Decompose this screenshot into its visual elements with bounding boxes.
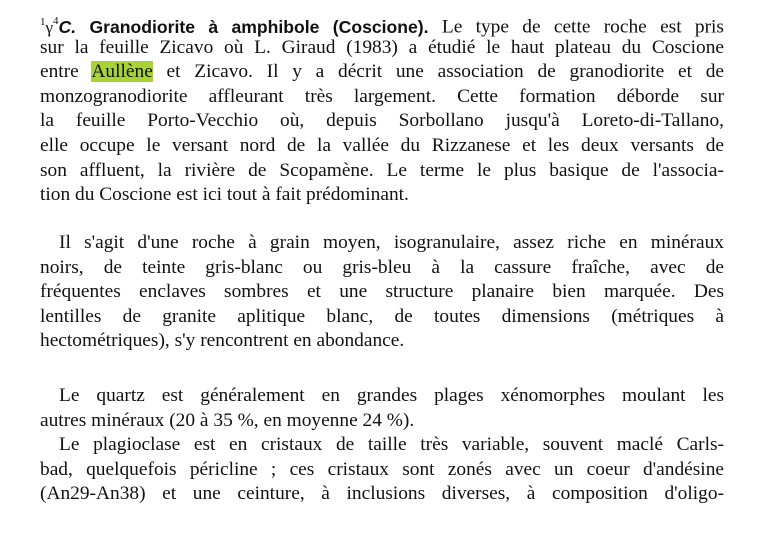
- symbol-gamma: γ: [45, 17, 54, 37]
- text-line: Il s'agit d'une roche à grain moyen, isogranulaire, assez riche en minéraux: [59, 232, 724, 253]
- text-line: hectométriques), s'y rencontrent en abondance.: [40, 330, 405, 352]
- text-line: tion du Coscione est ici tout à fait prédominant.: [40, 184, 409, 206]
- text-line: sur la feuille Zicavo où L. Giraud (1983) a étudié le haut plateau du Coscione: [40, 36, 724, 58]
- text-line: Le quartz est généralement en grandes plages xénomorphes moulant les: [59, 385, 724, 406]
- text-line: autres minéraux (20 à 35 %, en moyenne 24 %).: [40, 409, 415, 431]
- text-line: bad, quelquefois péricline ; ces cristaux sont zonés avec un coeur d'andésine: [40, 458, 724, 480]
- paragraph-appearance: [40, 231, 724, 354]
- text-line: elle occupe le versant nord de la vallée du Rizzanese et les deux versants de: [40, 134, 724, 156]
- text-line: son affluent, la rivière de Scopamène. Le terme le plus basique de l'associa-: [40, 159, 724, 181]
- text-line: (An29-An38) et une ceinture, à inclusions diverses, à composition d'oligo-: [40, 483, 724, 505]
- highlighted-word: Aullène: [91, 61, 153, 83]
- text-fragment: entre: [40, 61, 92, 83]
- rock-symbol: [40, 15, 59, 37]
- text-line: la feuille Porto-Vecchio où, depuis Sorbollano jusqu'à Loreto-di-Tallano,: [40, 110, 724, 132]
- text-line: lentilles de granite aplitique blanc, de toutes dimensions (métriques à: [40, 305, 724, 327]
- text-line: fréquentes enclaves sombres et une structure planaire bien marquée. Des: [40, 281, 724, 303]
- text-line: noirs, de teinte gris-blanc ou gris-bleu à la cassure fraîche, avec de: [40, 256, 724, 278]
- paragraph-description: [40, 11, 724, 208]
- symbol-prefix: 1: [40, 15, 46, 28]
- text-line: [40, 60, 724, 85]
- text-fragment: et Zicavo. Il y a décrit une association de granodiorite et de: [152, 61, 725, 83]
- section-code: C.: [58, 16, 77, 37]
- section-heading: [40, 17, 429, 37]
- section-title: Granodiorite à amphibole (Coscione).: [89, 16, 429, 37]
- text-line: monzogranodiorite affleurant très largement. Cette formation déborde sur: [40, 85, 724, 107]
- text-line: Le plagioclase est en cristaux de taille très variable, souvent maclé Carls-: [59, 434, 724, 456]
- symbol-superscript: 4: [53, 15, 59, 27]
- text-line: [40, 11, 724, 36]
- text-line-content: Le type de cette roche est pris: [441, 16, 724, 38]
- paragraph-mineralogy: [40, 384, 724, 507]
